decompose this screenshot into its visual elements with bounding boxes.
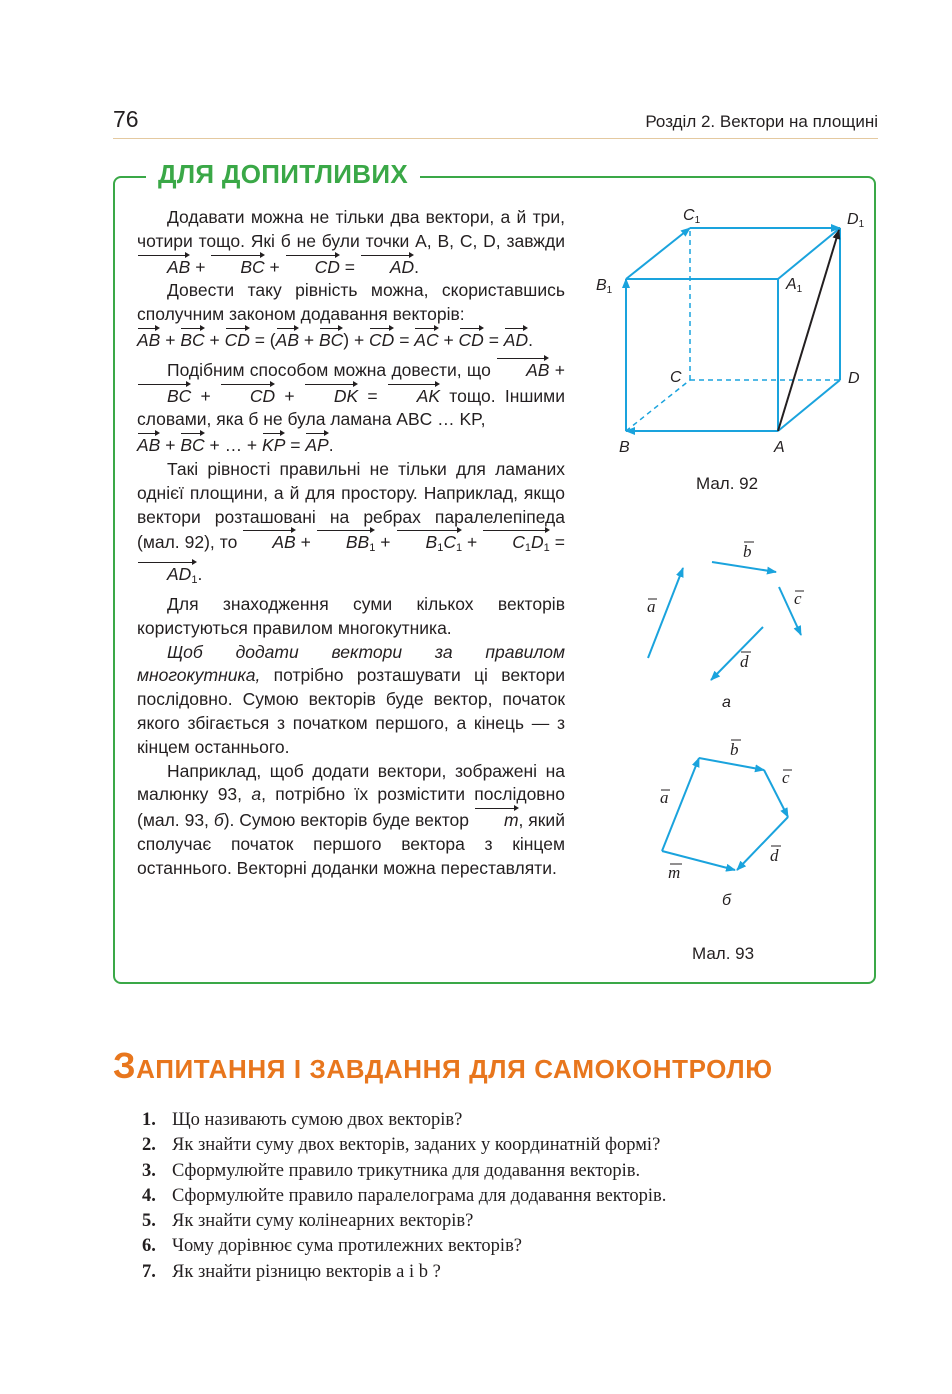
paragraph-3: Подібним способом можна довести, що AB + BC + CD + DK = AK тощо. Іншими словами, яка б не була ламана ABC … KP, — [137, 357, 565, 432]
running-head: Розділ 2. Вектори на площині — [645, 112, 878, 131]
box-title: ДЛЯ ДОПИТЛИВИХ — [146, 159, 420, 190]
figure-93b-polygon — [640, 735, 810, 885]
label-c: C — [670, 369, 682, 386]
vector-b — [712, 562, 776, 572]
vector-b-placed — [699, 758, 764, 770]
box-text — [137, 206, 565, 881]
formula-3: AB + BC + CD + DK = AK — [137, 360, 565, 406]
label-vec-c-placed: c — [782, 768, 790, 787]
label-vec-b: b — [743, 542, 752, 561]
label-c1: C1 — [683, 207, 701, 226]
label-vec-d-placed: d — [770, 846, 779, 865]
questions-list — [142, 1110, 666, 1287]
vector-d — [711, 627, 763, 680]
label-vec-m: m — [668, 863, 681, 882]
label-vec-c: c — [794, 589, 802, 608]
question-item: 4. Сформулюйте правило паралелограма для додавання векторів. — [142, 1185, 667, 1206]
paragraph-4: Такі рівності правильні не тільки для ламаних однієї площини, а й для простору. Наприклад, якщо вектори розташовані на ребрах паралелепіпеда (мал. 92), то AB + $BB_1 + B_1C_1 + C_1D_1 = AD_1$. — [137, 458, 565, 593]
formula-4: AB + BC + … + KP = AP. — [137, 432, 565, 458]
formula-5: AB + $BB_1 + B_1C_1 + C_1D_1 = AD_1$. — [137, 532, 565, 584]
paragraph-7: Наприклад, щоб додати вектори, зображені на малюнку 93, а, потрібно їх розмістити послідовно (мал. 93, б). Сумою векторів буде вектор m, який сполучає початок першого вектора з кінцем останнього. Векторні доданки можна переставляти. — [137, 760, 565, 878]
edge-d-a — [778, 380, 840, 431]
figure-93a-vectors — [630, 530, 830, 690]
label-vec-a: a — [647, 597, 656, 616]
label-b1: B1 — [596, 277, 613, 296]
figure-92-parallelepiped — [590, 200, 880, 460]
formula-2: AB + BC + CD = (AB + BC) + CD = AC + CD = AD. — [137, 327, 565, 353]
figure-93b-label: б — [722, 892, 731, 909]
paragraph-6: Щоб додати вектори за правилом многокутника, потрібно розташувати ці вектори послідовно. Сумою векторів буде вектор, початок якого збігається з початком першого, а кінець — з кінцем останнього. — [137, 641, 565, 757]
hidden-edge-bc — [626, 380, 690, 431]
figure-93a-label: а — [722, 694, 731, 711]
label-b: B — [619, 439, 630, 456]
paragraph-5: Для знаходження суми кількох векторів користуються правилом многокутника. — [137, 593, 565, 638]
label-a: A — [774, 439, 785, 456]
vector-b1c1 — [626, 228, 690, 279]
header-divider — [113, 138, 878, 139]
label-d: D — [848, 370, 860, 387]
figure-92-caption: Мал. 92 — [696, 474, 759, 493]
question-item: 2. Як знайти суму двох векторів, заданих у координатній формі? — [142, 1135, 661, 1156]
paragraph-1: Додавати можна не тільки два вектори, а й три, чотири тощо. Які б не були точки A, B, C, D, завжди AB + BC + CD = AD. — [137, 206, 565, 279]
vector-ad1 — [778, 230, 839, 431]
figure-93-caption: Мал. 93 — [692, 944, 755, 963]
formula-1: AB + BC + CD = AD. — [137, 257, 419, 277]
edge-a1-d1 — [778, 228, 840, 279]
page-number: 76 — [113, 106, 139, 132]
vector-d-placed — [737, 817, 788, 870]
question-item: 5. Як знайти суму колінеарних векторів? — [142, 1211, 474, 1232]
question-item: 3. Сформулюйте правило трикутника для додавання векторів. — [142, 1160, 641, 1181]
question-item: 1. Що називають сумою двох векторів? — [142, 1110, 463, 1130]
label-vec-b-placed: b — [730, 740, 739, 759]
question-item: 6. Чому дорівнює сума протилежних векторів? — [142, 1236, 523, 1257]
label-d1: D1 — [847, 211, 865, 230]
label-vec-a-placed: a — [660, 788, 669, 807]
label-a1: A1 — [786, 276, 803, 295]
section-title: ЗАПИТАННЯ І ЗАВДАННЯ ДЛЯ САМОКОНТРОЛЮ — [113, 1045, 773, 1086]
label-vec-d: d — [740, 652, 749, 671]
paragraph-2: Довести таку рівність можна, скориставшись сполучним законом додавання векторів: — [137, 280, 565, 325]
question-item: 7. Як знайти різницю векторів a і b ? — [142, 1261, 441, 1282]
